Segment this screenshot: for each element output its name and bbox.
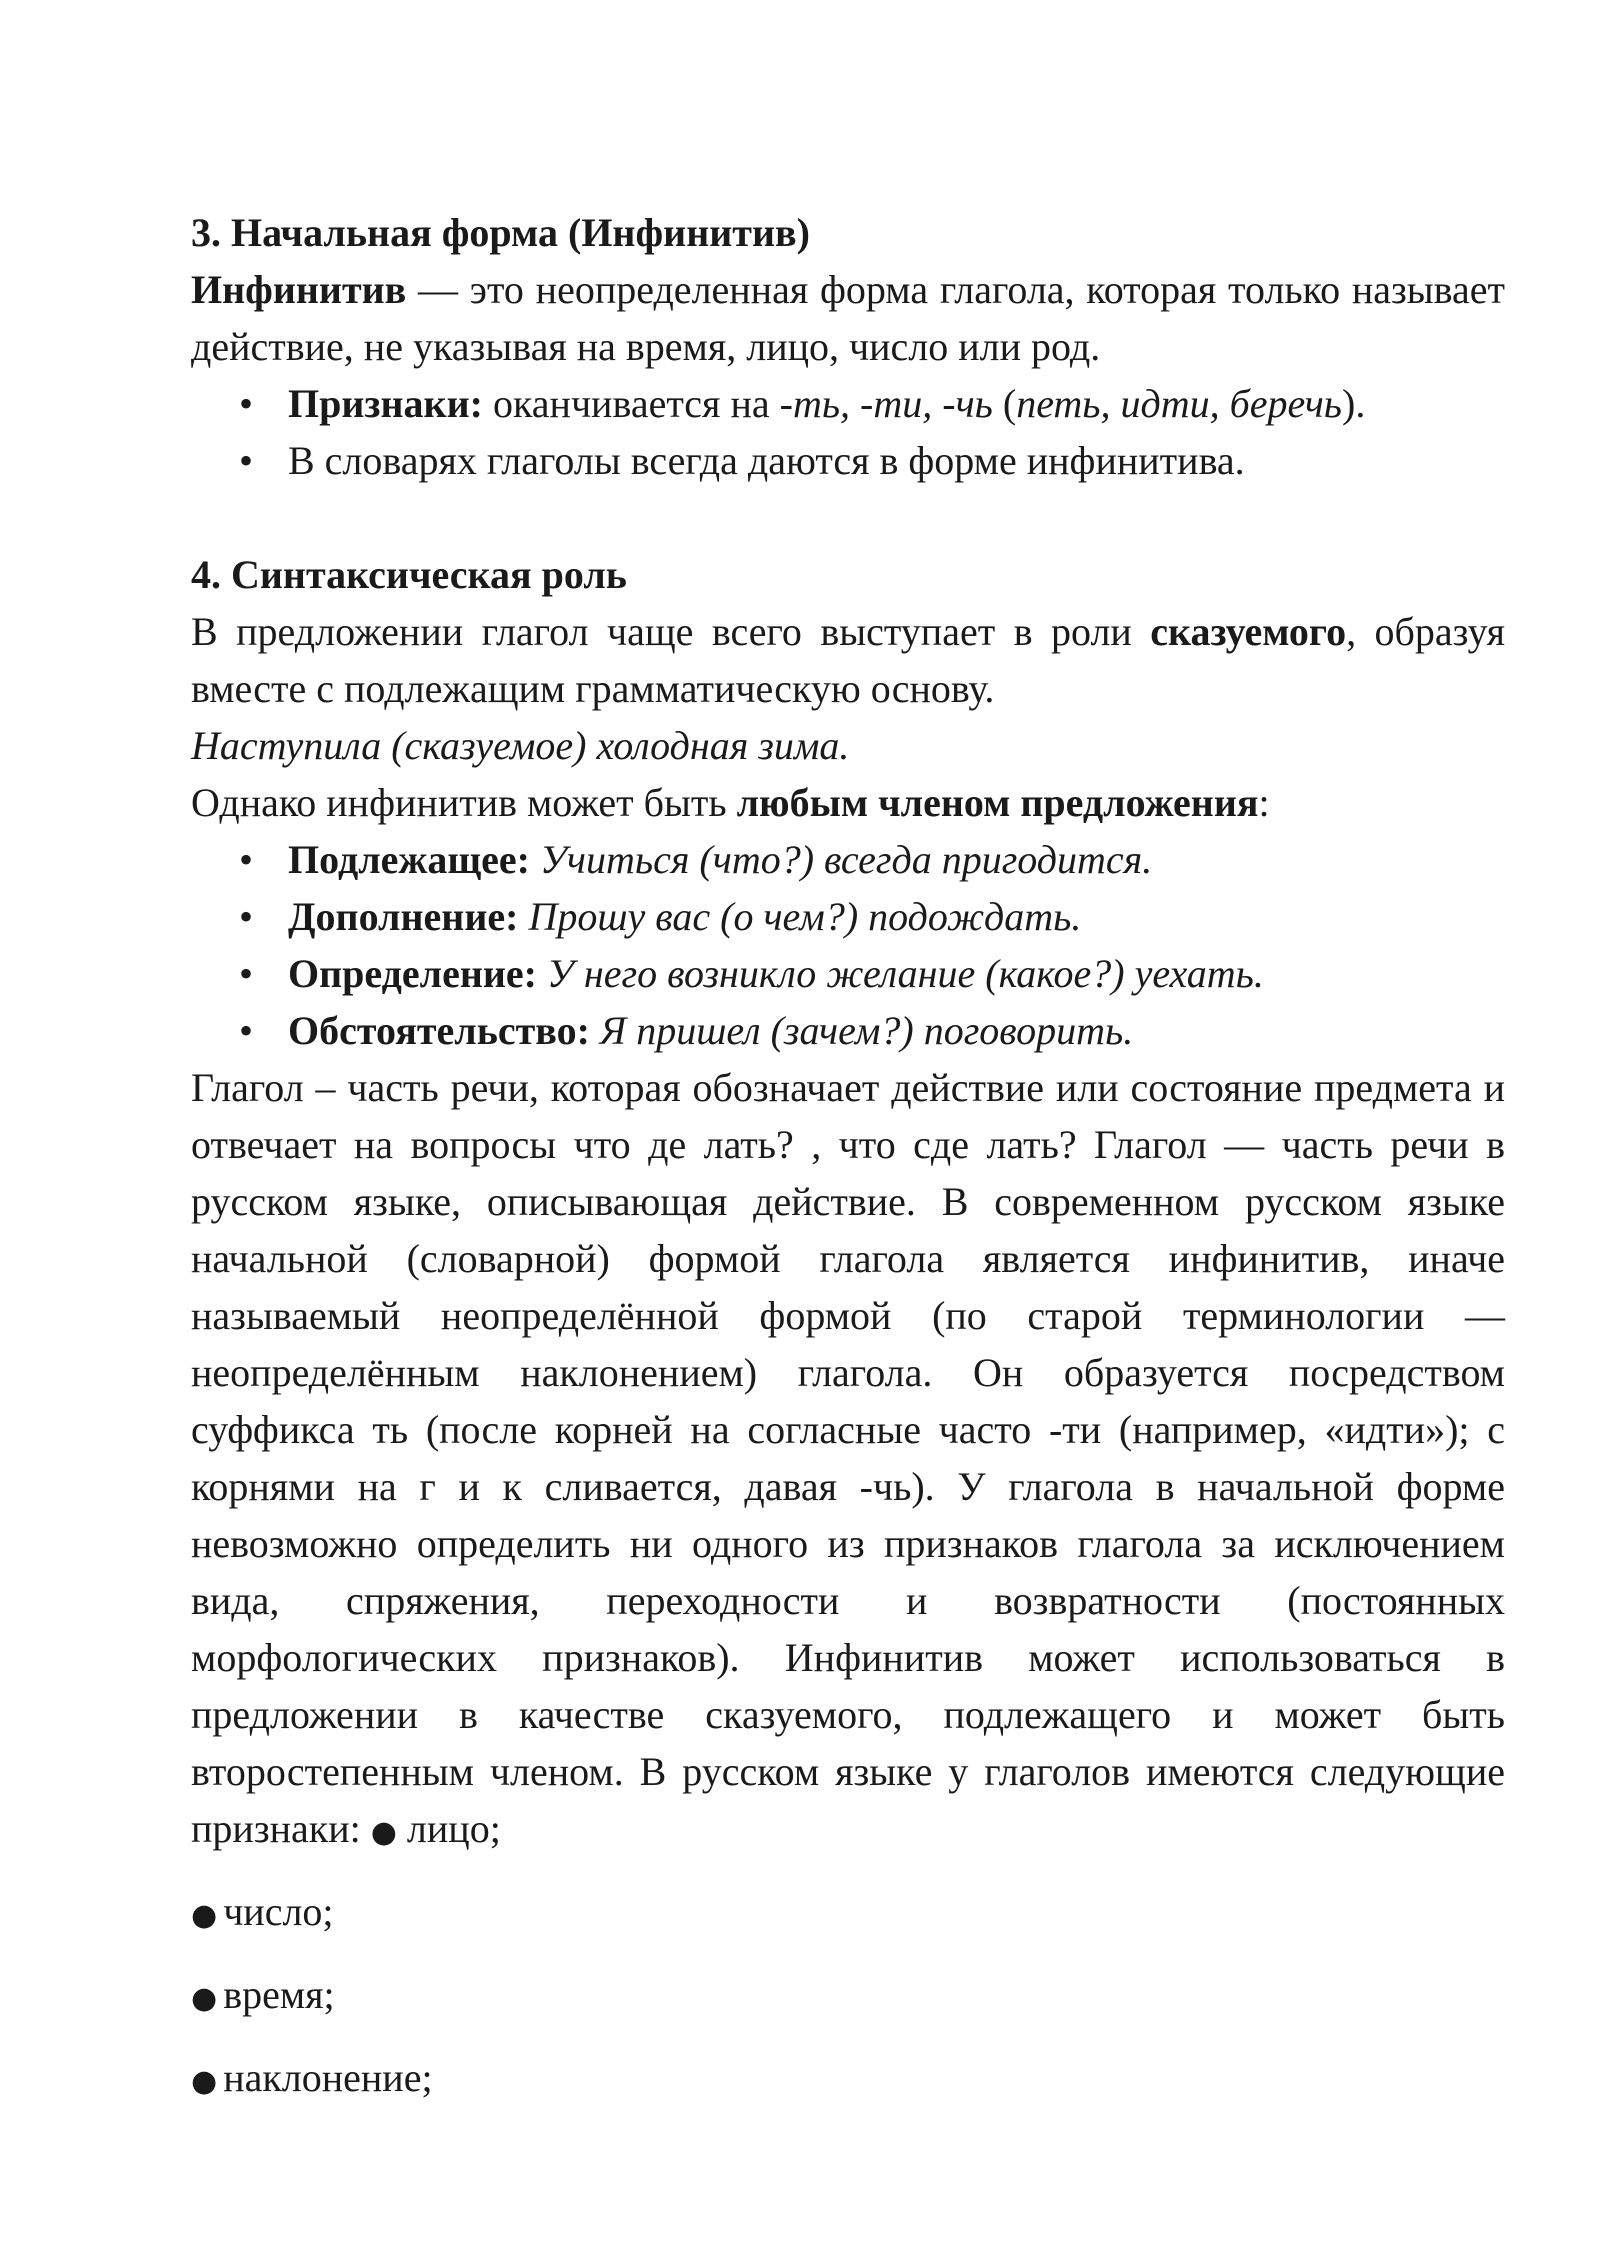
list-item — [191, 432, 1505, 489]
examples-text: петь, идти, беречь — [1016, 381, 1343, 426]
feature-item: лицо; — [406, 1806, 501, 1851]
predicate-term: сказуемого — [1150, 609, 1347, 654]
list-item — [191, 375, 1505, 432]
bullet-text: оканчивается на — [482, 381, 780, 426]
section-4-heading: 4. Синтаксическая роль — [191, 552, 627, 597]
feature-item: наклонение; — [223, 2055, 433, 2100]
list-item — [191, 831, 1505, 888]
bullet-text: В словарях глаголы всегда даются в форме инфинитива. — [288, 438, 1245, 483]
section-3-bullets — [191, 375, 1505, 489]
verb-features-list — [191, 1883, 1505, 2110]
list-item — [191, 1883, 1505, 1944]
infinitive-role-paragraph — [191, 774, 1505, 831]
paragraph-text: В предложении глагол чаще всего выступает в роли — [191, 609, 1151, 654]
list-item — [191, 1002, 1505, 1059]
predicate-paragraph — [191, 603, 1505, 717]
section-gap — [191, 489, 1505, 546]
bullet-icon: ● — [191, 1981, 218, 2016]
endings-text: -ть, -ти, -чь — [779, 381, 993, 426]
infinitive-term: Инфинитив — [191, 267, 407, 312]
bullet-icon: ● — [191, 1898, 218, 1933]
bullet-example: Я пришел (зачем?) поговорить. — [599, 1008, 1134, 1053]
bullet-label: Дополнение: — [288, 894, 519, 939]
paragraph-text: Однако инфинитив может быть — [191, 780, 737, 825]
list-item — [191, 2049, 1505, 2110]
bullet-label: Обстоятельство: — [288, 1008, 590, 1053]
list-item — [191, 1966, 1505, 2027]
bullet-icon: • — [239, 438, 254, 483]
bullet-icon: • — [239, 951, 254, 996]
bullet-icon: • — [239, 1008, 254, 1053]
example-sentence: Наступила (сказуемое) холодная зима. — [191, 723, 850, 768]
verb-description-paragraph — [191, 1059, 1505, 1861]
bullet-icon: • — [239, 837, 254, 882]
bullet-icon: ● — [191, 2064, 218, 2099]
list-item — [191, 945, 1505, 1002]
bullet-icon: ● — [370, 1815, 397, 1850]
paragraph-text: , образуя вместе с подлежащим грамматическую основу. — [191, 609, 1506, 711]
bullet-icon: • — [239, 381, 254, 426]
paragraph-text: : — [1258, 780, 1270, 825]
bullet-text: ). — [1342, 381, 1366, 426]
bullet-example: Прошу вас (о чем?) подождать. — [528, 894, 1082, 939]
bullet-example: Учиться (что?) всегда пригодится. — [540, 837, 1153, 882]
document-page — [191, 204, 1505, 2132]
any-member-term: любым членом предложения — [736, 780, 1259, 825]
bullet-example: У него возникло желание (какое?) уехать. — [546, 951, 1264, 996]
bullet-icon: • — [239, 894, 254, 939]
bullet-label: Признаки: — [288, 381, 483, 426]
infinitive-definition — [191, 261, 1505, 375]
feature-item: число; — [223, 1889, 334, 1934]
bullet-label: Определение: — [288, 951, 537, 996]
bullet-label: Подлежащее: — [288, 837, 530, 882]
infinitive-definition-text: — это неопределенная форма глагола, которая только называет действие, не указывая на время, лицо, число или род. — [191, 267, 1505, 369]
section-3-heading: 3. Начальная форма (Инфинитив) — [191, 210, 810, 255]
list-item — [191, 888, 1505, 945]
paragraph-text: Глагол – часть речи, которая обозначает действие или состояние предмета и отвечает на вопросы что де лать? , что сде лать? Глагол — часть речи в русском языке, описывающая действие. В современном русском языке начальной (словарной) формой глагола является инфинитив, иначе называемый неопределённой формой (по старой терминологии — неопределённым наклонением) глагола. Он образуется посредством суффикса ть (после корней на согласные часто -ти (например, «идти»); с корнями на г и к сливается, давая -чь). У глагола в начальной форме невозможно определить ни одного из признаков глагола за исключением вида, спряжения, переходности и возвратности (постоянных морфологических признаков). Инфинитив может использоваться в предложении в качестве сказуемого, подлежащего и может быть второстепенным членом. В русском языке у глаголов имеются следующие признаки: — [191, 1065, 1505, 1851]
bullet-text: ( — [992, 381, 1017, 426]
sentence-member-bullets — [191, 831, 1505, 1059]
feature-item: время; — [223, 1972, 335, 2017]
